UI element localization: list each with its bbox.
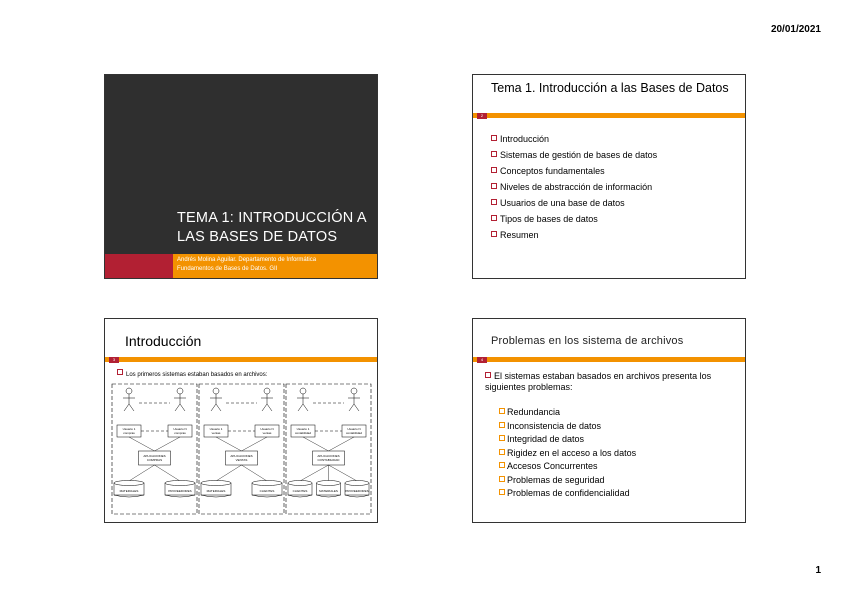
database-icon	[165, 495, 195, 497]
slide-3-orange-line	[105, 357, 377, 362]
slide-2-orange-line	[473, 113, 745, 118]
square-bullet-icon	[499, 449, 505, 455]
slide-2-title: Tema 1. Introducción a las Bases de Datos	[491, 81, 729, 95]
connector-line	[329, 465, 358, 481]
database-label: MATERIALES	[206, 489, 226, 493]
connector-line	[129, 437, 155, 451]
user-box-label: compras	[174, 431, 186, 435]
user-figure-icon	[298, 404, 303, 411]
connector-line	[216, 465, 242, 481]
square-bullet-icon	[491, 199, 497, 205]
list-item: Integridad de datos	[499, 433, 636, 447]
database-icon	[114, 481, 144, 486]
database-icon	[201, 481, 231, 486]
user-box-label: Usuario 1	[122, 427, 136, 431]
handout-date: 20/01/2021	[770, 24, 821, 35]
user-figure-icon	[211, 404, 216, 411]
user-box-label: Usuario 1	[296, 427, 310, 431]
slide-4-title: Problemas en los sistema de archivos	[491, 335, 684, 347]
slide-2-bullet-list	[491, 131, 657, 243]
square-bullet-icon	[499, 435, 505, 441]
user-box-label: Usuario N	[173, 427, 187, 431]
connector-line	[303, 437, 329, 451]
connector-line	[216, 437, 242, 451]
list-item: Inconsistencia de datos	[499, 420, 636, 434]
slide-1-thumbnail[interactable]	[104, 74, 378, 279]
list-item: Conceptos fundamentales	[491, 163, 657, 179]
slide-3-title: Introducción	[125, 333, 202, 349]
user-figure-icon	[262, 404, 267, 411]
slide-1-author: Andrés Molina Aguilar. Departamento de Informática	[177, 257, 317, 263]
slide-1-footer-bar	[105, 254, 377, 278]
slide-3-thumbnail[interactable]	[104, 318, 378, 523]
slide-2-thumbnail[interactable]	[472, 74, 746, 279]
user-figure-icon	[213, 388, 219, 394]
square-bullet-icon	[491, 151, 497, 157]
slide-1-title: TEMA 1: INTRODUCCIÓN A LAS BASES DE DATOS	[177, 210, 366, 245]
user-box-label: contabilidad	[345, 431, 363, 435]
database-icon	[252, 495, 282, 497]
list-item: Problemas de seguridad	[499, 474, 636, 488]
list-item: Resumen	[491, 227, 657, 243]
file-systems-diagram	[111, 383, 373, 515]
list-item: Rigidez en el acceso a los datos	[499, 447, 636, 461]
square-bullet-icon	[491, 167, 497, 173]
database-icon	[345, 495, 369, 497]
slide-4-thumbnail[interactable]	[472, 318, 746, 523]
user-figure-icon	[216, 404, 221, 411]
application-label: CONTABILIDAD	[317, 458, 340, 462]
user-figure-icon	[175, 404, 180, 411]
square-bullet-icon	[499, 408, 505, 414]
user-figure-icon	[349, 404, 354, 411]
user-box-label: ventas	[211, 431, 221, 435]
list-item: Sistemas de gestión de bases de datos	[491, 147, 657, 163]
user-figure-icon	[267, 404, 272, 411]
database-icon	[288, 495, 312, 497]
list-item: Problemas de confidencialidad	[499, 487, 636, 501]
database-label: PROVEEDORES	[345, 489, 369, 493]
user-figure-icon	[180, 404, 185, 411]
slide-4-lead: El sistemas estaban basados en archivos presenta los siguientes problemas:	[485, 371, 712, 392]
slide-4-orange-line	[473, 357, 745, 362]
connector-line	[242, 465, 268, 481]
square-bullet-icon	[491, 183, 497, 189]
user-box-label: ventas	[262, 431, 272, 435]
user-figure-icon	[177, 388, 183, 394]
connector-line	[155, 437, 181, 451]
database-label: CLIENTES	[292, 489, 308, 493]
slide-2-number: 2	[477, 113, 487, 119]
list-item: Usuarios de una base de datos	[491, 195, 657, 211]
list-item: Tipos de bases de datos	[491, 211, 657, 227]
connector-line	[155, 465, 181, 481]
slide-3-number: 3	[109, 357, 119, 363]
database-label: MATERIALES	[119, 489, 139, 493]
application-label: APLICACIONES	[317, 454, 340, 458]
user-box-label: compras	[123, 431, 135, 435]
connector-line	[329, 437, 355, 451]
user-figure-icon	[354, 404, 359, 411]
database-icon	[345, 481, 369, 486]
list-item: Introducción	[491, 131, 657, 147]
user-box-label: Usuario 1	[209, 427, 223, 431]
user-figure-icon	[126, 388, 132, 394]
slide-1-red-block	[105, 254, 173, 278]
database-icon	[317, 495, 341, 497]
user-figure-icon	[351, 388, 357, 394]
connector-line	[129, 465, 155, 481]
square-bullet-icon	[499, 422, 505, 428]
square-bullet-icon	[491, 135, 497, 141]
slide-4-problem-list	[499, 406, 636, 501]
connector-line	[242, 437, 268, 451]
user-box-label: Usuario N	[260, 427, 274, 431]
user-figure-icon	[300, 388, 306, 394]
database-label: PROVEEDORES	[168, 489, 192, 493]
user-figure-icon	[129, 404, 134, 411]
database-icon	[114, 495, 144, 497]
database-label: MATERIALES	[319, 489, 338, 493]
square-bullet-icon	[491, 231, 497, 237]
user-figure-icon	[124, 404, 129, 411]
list-item: Niveles de abstracción de información	[491, 179, 657, 195]
user-box-label: contabilidad	[294, 431, 312, 435]
slide-1-course: Fundamentos de Bases de Datos. GII	[177, 266, 278, 272]
square-bullet-icon	[485, 372, 491, 378]
page-number: 1	[815, 565, 821, 576]
square-bullet-icon	[499, 462, 505, 468]
user-figure-icon	[303, 404, 308, 411]
slide-4-number: 4	[477, 357, 487, 363]
database-icon	[165, 481, 195, 486]
application-label: COMPRAS	[146, 458, 163, 462]
database-icon	[288, 481, 312, 486]
user-figure-icon	[264, 388, 270, 394]
application-label: APLICACIONES	[143, 454, 166, 458]
user-box-label: Usuario N	[347, 427, 361, 431]
application-label: APLICACIONES	[230, 454, 253, 458]
slide-1-footer-text	[177, 256, 316, 274]
database-label: CLIENTES	[259, 489, 275, 493]
database-icon	[252, 481, 282, 486]
square-bullet-icon	[117, 369, 123, 375]
list-item: Accesos Concurrentes	[499, 460, 636, 474]
database-icon	[201, 495, 231, 497]
database-icon	[317, 481, 341, 486]
list-item: Redundancia	[499, 406, 636, 420]
square-bullet-icon	[499, 476, 505, 482]
connector-line	[300, 465, 329, 481]
square-bullet-icon	[491, 215, 497, 221]
application-label: VENTAS	[235, 458, 248, 462]
slide-3-lead: Los primeros sistemas estaban basados en archivos:	[117, 369, 267, 378]
square-bullet-icon	[499, 489, 505, 495]
